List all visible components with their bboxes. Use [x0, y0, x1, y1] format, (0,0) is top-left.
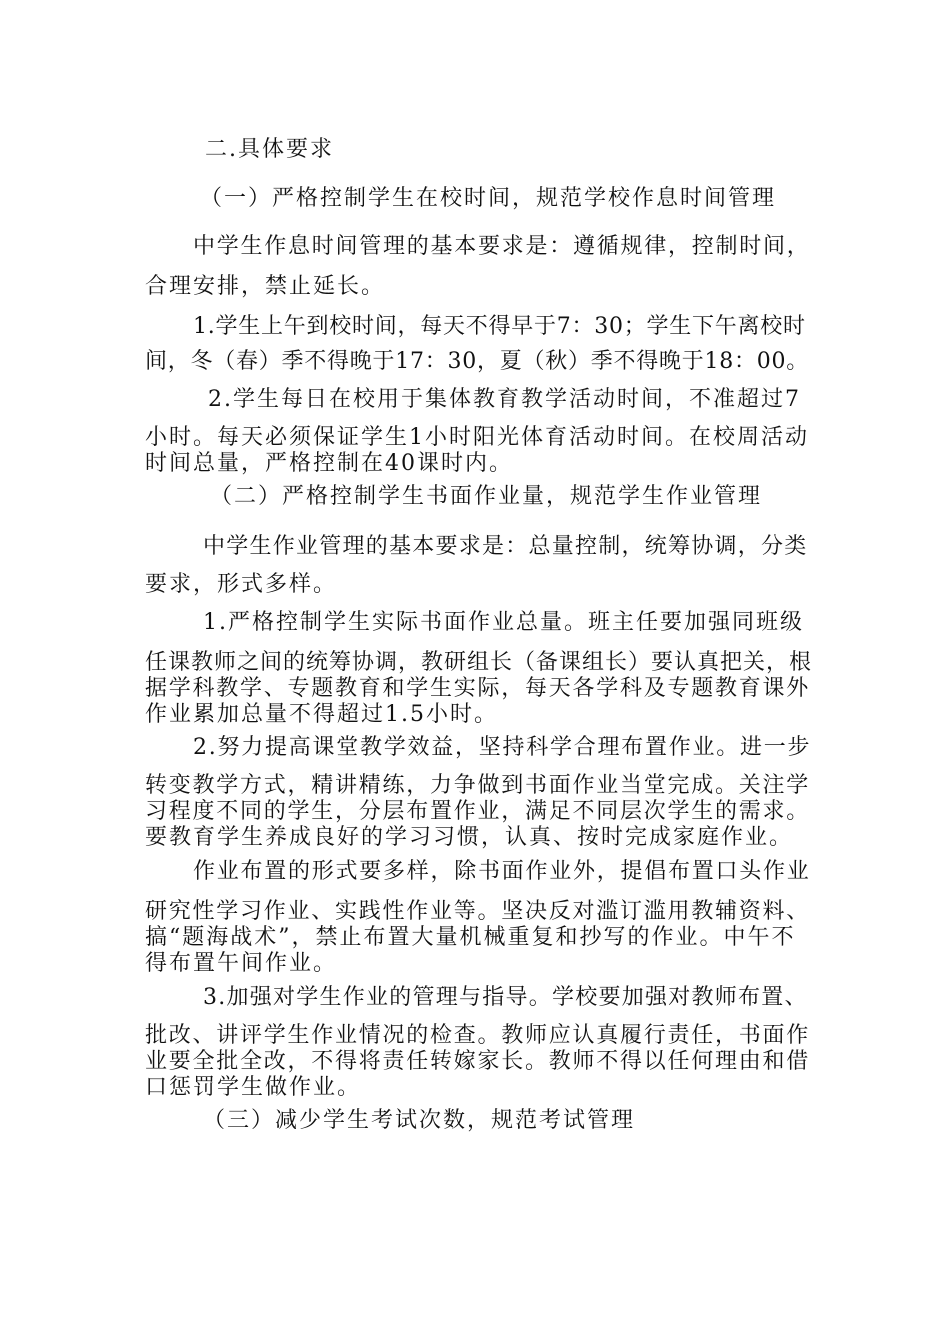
paragraph-line: 中学生作息时间管理的基本要求是：遵循规律，控制时间， [193, 234, 811, 259]
paragraph-line: 时间总量，严格控制在40课时内。 [145, 451, 513, 476]
paragraph-line: 1.严格控制学生实际书面作业总量。班主任要加强同班级 [203, 610, 804, 635]
paragraph-line: 作业布置的形式要多样，除书面作业外，提倡布置口头作业 [193, 859, 811, 884]
paragraph-line: 得布置午间作业。 [145, 951, 338, 976]
paragraph-line: 口惩罚学生做作业。 [145, 1075, 362, 1100]
paragraph-line: 1.学生上午到校时间，每天不得早于7：30；学生下午离校时 [193, 314, 806, 339]
subsection-heading-3: （三）减少学生考试次数，规范考试管理 [203, 1108, 636, 1133]
paragraph-line: 业要全批全改，不得将责任转嫁家长。教师不得以任何理由和借 [145, 1049, 811, 1074]
paragraph-line: 中学生作业管理的基本要求是：总量控制，统筹协调，分类 [203, 534, 808, 559]
paragraph-line: 批改、讲评学生作业情况的检查。教师应认真履行责任，书面作 [145, 1023, 811, 1048]
paragraph-line: 2.学生每日在校用于集体教育教学活动时间，不准超过7 [208, 387, 801, 412]
subsection-heading-2: （二）严格控制学生书面作业量，规范学生作业管理 [210, 484, 763, 509]
paragraph-line: 2.努力提高课堂教学效益，坚持科学合理布置作业。进一步 [193, 735, 812, 760]
subsection-heading-1: （一）严格控制学生在校时间，规范学校作息时间管理 [200, 186, 777, 211]
paragraph-line: 转变教学方式，精讲精练，力争做到书面作业当堂完成。关注学 [145, 773, 811, 798]
paragraph-line: 要求，形式多样。 [145, 572, 338, 597]
paragraph-line: 任课教师之间的统筹协调，教研组长（备课组长）要认真把关，根 [145, 650, 813, 675]
paragraph-line: 据学科教学、专题教育和学生实际，每天各学科及专题教育课外 [145, 676, 811, 701]
paragraph-line: 间，冬（春）季不得晚于17：30，夏（秋）季不得晚于18：00。 [145, 349, 809, 374]
paragraph-line: 小时。每天必须保证学生1小时阳光体育活动时间。在校周活动 [145, 425, 809, 450]
paragraph-line: 3.加强对学生作业的管理与指导。学校要加强对教师布置、 [203, 985, 808, 1010]
paragraph-line: 搞“题海战术”，禁止布置大量机械重复和抄写的作业。中午不 [145, 925, 796, 950]
paragraph-line: 合理安排，禁止延长。 [145, 274, 386, 299]
paragraph-line: 研究性学习作业、实践性作业等。坚决反对滥订滥用教辅资料、 [145, 899, 811, 924]
paragraph-line: 作业累加总量不得超过1.5小时。 [145, 702, 498, 727]
section-heading: 二.具体要求 [205, 137, 334, 162]
paragraph-line: 习程度不同的学生，分层布置作业，满足不同层次学生的需求。 [145, 799, 811, 824]
paragraph-line: 要教育学生养成良好的学习习惯，认真、按时完成家庭作业。 [145, 825, 794, 850]
